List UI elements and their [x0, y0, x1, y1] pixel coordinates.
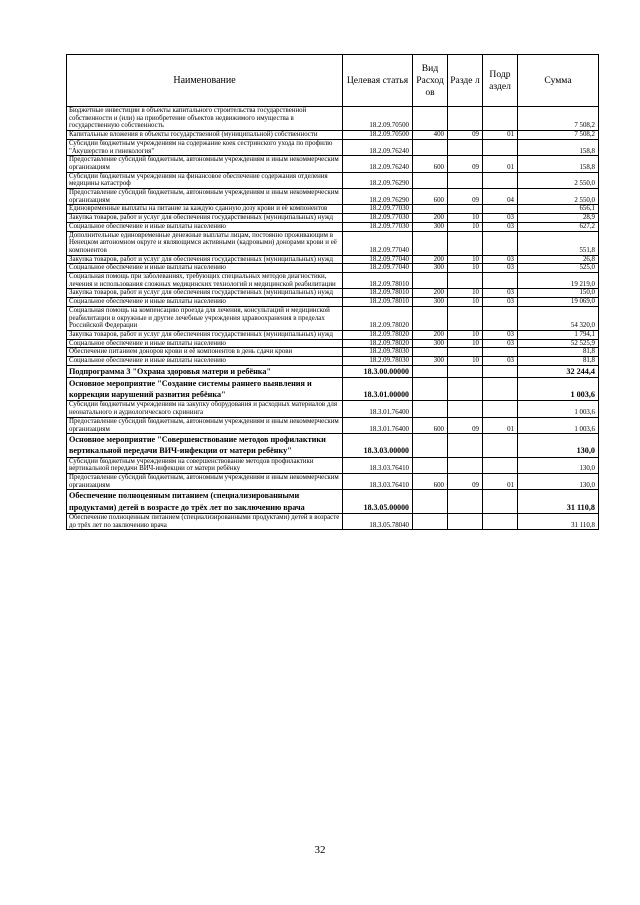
table-row [67, 348, 599, 357]
cell-section [448, 401, 483, 417]
table-row [67, 457, 599, 473]
cell-expense-type [413, 273, 448, 289]
cell-section: 10 [448, 214, 483, 223]
cell-section: 10 [448, 222, 483, 231]
cell-target-article: 18.3.03.76410 [343, 457, 413, 473]
table-row-section [67, 490, 599, 513]
cell-sum: 1 003,6 [518, 401, 599, 417]
cell-section: 10 [448, 357, 483, 366]
cell-target-article: 18.2.09.78010 [343, 273, 413, 289]
budget-table-container [66, 54, 598, 530]
cell-name: Социальное обеспечение и иные выплаты населению [67, 357, 343, 366]
cell-section: 09 [448, 474, 483, 490]
cell-expense-type: 200 [413, 289, 448, 298]
cell-section [448, 434, 483, 457]
cell-sum: 158,8 [518, 156, 599, 172]
cell-subsection: 03 [483, 264, 518, 273]
cell-name: Обеспечение питанием доноров крови и её компонентов в день сдачи крови [67, 348, 343, 357]
cell-subsection [483, 172, 518, 188]
cell-subsection: 03 [483, 255, 518, 264]
cell-subsection: 01 [483, 474, 518, 490]
cell-subsection [483, 490, 518, 513]
cell-name: Социальное обеспечение и иные выплаты населению [67, 264, 343, 273]
table-row [67, 264, 599, 273]
cell-target-article: 18.3.01.76400 [343, 401, 413, 417]
cell-target-article: 18.3.01.00000 [343, 378, 413, 401]
table-header-row [67, 55, 599, 107]
cell-name: Субсидии бюджетным учреждениям на финансовое обеспечение содержания отделения медицины катастроф [67, 172, 343, 188]
cell-name: Закупка товаров, работ и услуг для обеспечения государственных (муниципальных) нужд [67, 214, 343, 223]
cell-target-article: 18.3.05.78040 [343, 513, 413, 529]
cell-section [448, 365, 483, 377]
cell-expense-type [413, 490, 448, 513]
cell-section [448, 231, 483, 255]
table-row [67, 172, 599, 188]
table-row [67, 513, 599, 529]
cell-name: Предоставление субсидий бюджетным, автономным учреждениям и иным некоммерческим организациям [67, 417, 343, 433]
cell-expense-type: 200 [413, 214, 448, 223]
cell-expense-type [413, 231, 448, 255]
cell-section: 09 [448, 417, 483, 433]
cell-section [448, 513, 483, 529]
cell-sum: 150,0 [518, 289, 599, 298]
cell-subsection [483, 205, 518, 214]
cell-name: Социальная помощь на компенсацию проезда для лечения, консультаций и медицинской реабилитации в окружные и другие лечебные учреждения здравоохранения в пределах Российской Федерации [67, 306, 343, 330]
cell-subsection: 03 [483, 214, 518, 223]
cell-sum: 81,8 [518, 357, 599, 366]
cell-section: 10 [448, 298, 483, 307]
cell-sum: 7 508,2 [518, 107, 599, 131]
table-row-section [67, 365, 599, 377]
cell-section: 09 [448, 189, 483, 205]
cell-name: Единовременные выплаты на питание за каждую сданную дозу крови и её компонентов [67, 205, 343, 214]
cell-name: Подпрограмма 3 "Охрана здоровья матери и ребёнка" [67, 365, 343, 377]
cell-subsection [483, 273, 518, 289]
cell-target-article: 18.2.09.77040 [343, 264, 413, 273]
cell-section [448, 139, 483, 155]
table-row [67, 298, 599, 307]
cell-expense-type [413, 139, 448, 155]
cell-subsection: 03 [483, 222, 518, 231]
cell-subsection: 03 [483, 357, 518, 366]
header-subsection: Подр аздел [483, 55, 518, 107]
table-row [67, 139, 599, 155]
cell-sum: 551,8 [518, 231, 599, 255]
cell-subsection [483, 378, 518, 401]
cell-target-article: 18.2.09.76290 [343, 189, 413, 205]
cell-sum: 26,8 [518, 255, 599, 264]
cell-sum: 19 069,0 [518, 298, 599, 307]
cell-subsection [483, 231, 518, 255]
cell-name: Закупка товаров, работ и услуг для обеспечения государственных (муниципальных) нужд [67, 289, 343, 298]
cell-name: Закупка товаров, работ и услуг для обеспечения государственных (муниципальных) нужд [67, 255, 343, 264]
table-row [67, 273, 599, 289]
cell-section [448, 490, 483, 513]
cell-expense-type [413, 172, 448, 188]
cell-expense-type: 300 [413, 298, 448, 307]
table-row [67, 401, 599, 417]
cell-name: Основное мероприятие "Совершенствование методов профилактики вертикальной передачи ВИЧ-инфекции от матери ребёнку" [67, 434, 343, 457]
cell-target-article: 18.3.00.00000 [343, 365, 413, 377]
table-row [67, 330, 599, 339]
cell-subsection: 04 [483, 189, 518, 205]
cell-section [448, 378, 483, 401]
cell-sum: 158,8 [518, 139, 599, 155]
cell-subsection [483, 401, 518, 417]
cell-sum: 28,9 [518, 214, 599, 223]
cell-subsection [483, 434, 518, 457]
cell-target-article: 18.2.09.77040 [343, 231, 413, 255]
cell-section: 10 [448, 289, 483, 298]
cell-name: Предоставление субсидий бюджетным, автономным учреждениям и иным некоммерческим организациям [67, 474, 343, 490]
cell-subsection [483, 306, 518, 330]
cell-target-article: 18.3.03.00000 [343, 434, 413, 457]
table-row [67, 474, 599, 490]
cell-subsection: 03 [483, 330, 518, 339]
cell-expense-type [413, 457, 448, 473]
cell-section [448, 172, 483, 188]
cell-expense-type: 600 [413, 156, 448, 172]
header-section: Разде л [448, 55, 483, 107]
table-row [67, 205, 599, 214]
cell-sum: 31 110,8 [518, 513, 599, 529]
table-row [67, 306, 599, 330]
cell-target-article: 18.2.09.78030 [343, 357, 413, 366]
table-row [67, 131, 599, 140]
cell-name: Обеспечение полноценным питанием (специализированными продуктами) детей в возрасте до трёх лет по заключению врача [67, 490, 343, 513]
cell-subsection [483, 107, 518, 131]
cell-section [448, 457, 483, 473]
header-target-article: Целевая статья [343, 55, 413, 107]
cell-name: Обеспечение полноценным питанием (специализированными продуктами) детей в возрасте до трёх лет по заключению врача [67, 513, 343, 529]
cell-target-article: 18.2.09.77030 [343, 222, 413, 231]
cell-expense-type [413, 205, 448, 214]
cell-subsection [483, 139, 518, 155]
cell-sum: 7 508,2 [518, 131, 599, 140]
table-row [67, 214, 599, 223]
budget-table [66, 54, 599, 530]
cell-target-article: 18.2.09.70500 [343, 131, 413, 140]
cell-sum: 1 003,6 [518, 417, 599, 433]
header-sum: Сумма [518, 55, 599, 107]
cell-target-article: 18.2.09.76240 [343, 139, 413, 155]
cell-name: Дополнительные единовременные денежные выплаты лицам, постоянно проживающим в Ненецком автономном округе и являющимся активными (кадровыми) донорами крови и её компонентов [67, 231, 343, 255]
cell-target-article: 18.3.05.00000 [343, 490, 413, 513]
cell-expense-type: 300 [413, 339, 448, 348]
cell-expense-type: 200 [413, 330, 448, 339]
cell-expense-type: 200 [413, 255, 448, 264]
cell-target-article: 18.3.01.76400 [343, 417, 413, 433]
table-row [67, 222, 599, 231]
cell-name: Субсидии бюджетным учреждениям на закупку оборудования и расходных материалов для неонатального и аудиологического скрининга [67, 401, 343, 417]
cell-section [448, 107, 483, 131]
cell-sum: 32 244,4 [518, 365, 599, 377]
cell-name: Бюджетные инвестиции в объекты капитального строительства государственной собственности и (или) на приобретение объектов недвижимого имущества в государственную собственность [67, 107, 343, 131]
cell-name: Основное мероприятие "Создание системы раннего выявления и коррекции нарушений развития ребёнка" [67, 378, 343, 401]
cell-sum: 2 550,0 [518, 189, 599, 205]
table-row-section [67, 434, 599, 457]
cell-sum: 130,0 [518, 474, 599, 490]
cell-expense-type [413, 365, 448, 377]
cell-subsection: 01 [483, 131, 518, 140]
table-row [67, 255, 599, 264]
cell-sum: 627,2 [518, 222, 599, 231]
table-row [67, 189, 599, 205]
cell-target-article: 18.2.09.77040 [343, 255, 413, 264]
cell-sum: 81,8 [518, 348, 599, 357]
cell-target-article: 18.2.09.78020 [343, 339, 413, 348]
cell-sum: 1 003,6 [518, 378, 599, 401]
cell-target-article: 18.2.09.77030 [343, 214, 413, 223]
cell-subsection [483, 513, 518, 529]
cell-section: 09 [448, 156, 483, 172]
cell-target-article: 18.2.09.78020 [343, 306, 413, 330]
cell-name: Социальное обеспечение и иные выплаты населению [67, 222, 343, 231]
cell-target-article: 18.2.09.70500 [343, 107, 413, 131]
table-row [67, 289, 599, 298]
cell-section [448, 348, 483, 357]
cell-expense-type: 300 [413, 264, 448, 273]
cell-sum: 2 550,0 [518, 172, 599, 188]
cell-name: Закупка товаров, работ и услуг для обеспечения государственных (муниципальных) нужд [67, 330, 343, 339]
cell-target-article: 18.2.09.77030 [343, 205, 413, 214]
cell-expense-type: 600 [413, 474, 448, 490]
cell-expense-type [413, 434, 448, 457]
cell-expense-type [413, 107, 448, 131]
cell-sum: 525,0 [518, 264, 599, 273]
cell-sum: 130,0 [518, 434, 599, 457]
cell-expense-type [413, 348, 448, 357]
page-number: 32 [314, 844, 326, 856]
cell-target-article: 18.3.03.76410 [343, 474, 413, 490]
cell-section: 10 [448, 339, 483, 348]
cell-expense-type [413, 513, 448, 529]
cell-subsection [483, 348, 518, 357]
cell-section: 09 [448, 131, 483, 140]
cell-expense-type: 600 [413, 189, 448, 205]
cell-subsection: 01 [483, 156, 518, 172]
cell-expense-type [413, 378, 448, 401]
cell-target-article: 18.2.09.76240 [343, 156, 413, 172]
header-name: Наименование [67, 55, 343, 107]
table-row [67, 339, 599, 348]
cell-sum: 656,1 [518, 205, 599, 214]
table-row [67, 107, 599, 131]
header-expense-type: Вид Расход ов [413, 55, 448, 107]
cell-subsection [483, 365, 518, 377]
cell-section: 10 [448, 255, 483, 264]
cell-section: 10 [448, 264, 483, 273]
cell-name: Субсидии бюджетным учреждениям на совершенствование методов профилактики вертикальной передачи ВИЧ-инфекции от матери ребёнку [67, 457, 343, 473]
cell-subsection: 03 [483, 339, 518, 348]
cell-section [448, 306, 483, 330]
cell-expense-type: 400 [413, 131, 448, 140]
table-row-section [67, 378, 599, 401]
cell-expense-type: 300 [413, 357, 448, 366]
cell-expense-type [413, 306, 448, 330]
cell-subsection: 03 [483, 289, 518, 298]
table-row [67, 231, 599, 255]
cell-name: Социальная помощь при заболеваниях, требующих специальных методов диагностики, лечения и использования сложных медицинских технологий и медицинской реабилитации [67, 273, 343, 289]
cell-expense-type: 300 [413, 222, 448, 231]
cell-subsection: 03 [483, 298, 518, 307]
cell-sum: 130,0 [518, 457, 599, 473]
cell-sum: 31 110,8 [518, 490, 599, 513]
cell-name: Капитальные вложения в объекты государственной (муниципальной) собственности [67, 131, 343, 140]
cell-target-article: 18.2.09.78010 [343, 289, 413, 298]
cell-name: Предоставление субсидий бюджетным, автономным учреждениям и иным некоммерческим организациям [67, 189, 343, 205]
cell-name: Социальное обеспечение и иные выплаты населению [67, 339, 343, 348]
cell-section [448, 205, 483, 214]
cell-target-article: 18.2.09.78010 [343, 298, 413, 307]
cell-name: Предоставление субсидий бюджетным, автономным учреждениям и иным некоммерческим организациям [67, 156, 343, 172]
cell-expense-type: 600 [413, 417, 448, 433]
cell-name: Социальное обеспечение и иные выплаты населению [67, 298, 343, 307]
cell-target-article: 18.2.09.76290 [343, 172, 413, 188]
cell-section [448, 273, 483, 289]
cell-sum: 19 219,0 [518, 273, 599, 289]
cell-expense-type [413, 401, 448, 417]
cell-sum: 54 320,0 [518, 306, 599, 330]
cell-subsection: 01 [483, 417, 518, 433]
table-body [67, 107, 599, 530]
cell-name: Субсидии бюджетным учреждениям на содержание коек сестринского ухода по профилю "Акушерство и гинекология" [67, 139, 343, 155]
table-row [67, 357, 599, 366]
cell-section: 10 [448, 330, 483, 339]
table-row [67, 417, 599, 433]
table-row [67, 156, 599, 172]
cell-target-article: 18.2.09.78020 [343, 330, 413, 339]
cell-target-article: 18.2.09.78030 [343, 348, 413, 357]
cell-sum: 52 525,9 [518, 339, 599, 348]
cell-subsection [483, 457, 518, 473]
cell-sum: 1 794,1 [518, 330, 599, 339]
